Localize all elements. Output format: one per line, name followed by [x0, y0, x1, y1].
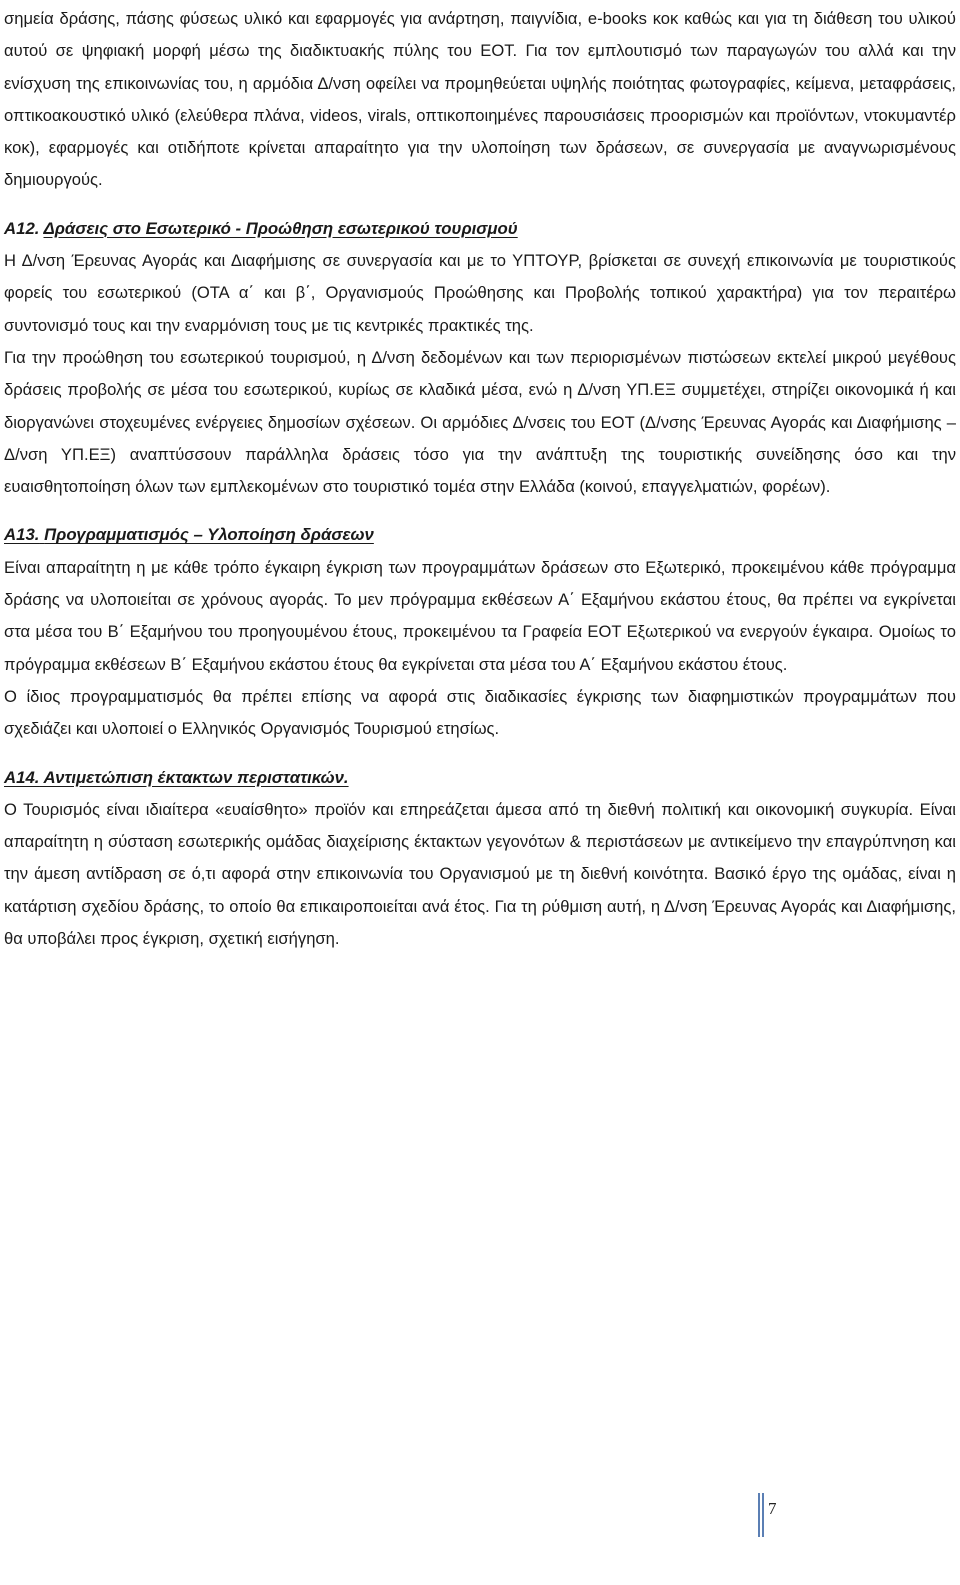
page-number: 7 — [768, 1499, 777, 1518]
section-spacer — [4, 746, 956, 762]
paragraph: Για την προώθηση του εσωτερικού τουρισμού, η Δ/νση δεδομένων και των περιορισμένων πιστώσεων εκτελεί μικρού μεγέθους δράσεις προβολής σε μέσα του εσωτερικού, κυρίως σε κλαδικά μέσα, ενώ η Δ/νση ΥΠ.ΕΞ συμμετέχει, στηρίζει οικονομικά ή και διοργανώνει στοχευμένες ενέργειες δημοσίων σχέσεων. Οι αρμόδιες Δ/νσεις του ΕΟΤ (Δ/νσης Έρευνας Αγοράς και Διαφήμισης – Δ/νση ΥΠ.ΕΞ) αναπτύσσουν παράλληλα δράσεις τόσο για την ανάπτυξη της τουριστικής συνείδησης όσο και την ευαισθητοποίηση όλων των εμπλεκομένων στο τουριστικό τομέα στην Ελλάδα (κοινού, επαγγελματιών, φορέων). — [4, 347, 956, 497]
section-number: Α12. — [4, 218, 40, 238]
section-a14 — [4, 762, 956, 956]
document-page — [4, 0, 956, 955]
section-title: Δράσεις στο Εσωτερικό - Προώθηση εσωτερικού τουρισμού — [43, 218, 518, 238]
section-a12 — [4, 213, 956, 504]
section-number: Α13. — [4, 525, 40, 545]
section-title: Προγραμματισμός – Υλοποίηση δράσεων — [44, 525, 374, 545]
section-number: Α14. — [4, 767, 40, 787]
section-a13 — [4, 519, 956, 745]
page-number-block — [758, 1493, 818, 1537]
section-a12-heading — [4, 213, 956, 245]
section-a14-heading — [4, 762, 956, 794]
section-spacer — [4, 503, 956, 519]
paragraph: Είναι απαραίτητη η με κάθε τρόπο έγκαιρη έγκριση των προγραμμάτων δράσεων στο Εξωτερικό, προκειμένου κάθε πρόγραμμα δράσης να υλοποιείται σε χρόνους αγοράς. Το μεν πρόγραμμα εκθέσεων Α΄ Εξαμήνου εκάστου έτους, θα πρέπει να εγκρίνεται στα μέσα του Β΄ Εξαμήνου του προηγουμένου έτους, προκειμένου τα Γραφεία ΕΟΤ Εξωτερικού να ενεργούν έγκαιρα. Ομοίως το πρόγραμμα εκθέσεων Β΄ Εξαμήνου εκάστου έτους θα εγκρίνεται στα μέσα του Α΄ Εξαμήνου εκάστου έτους. — [4, 557, 956, 674]
section-spacer — [4, 197, 956, 213]
page-number-bars-icon — [758, 1493, 764, 1537]
paragraph: Η Δ/νση Έρευνας Αγοράς και Διαφήμισης σε συνεργασία και με το ΥΠΤΟΥΡ, βρίσκεται σε συνεχή επικοινωνία με τουριστικούς φορείς του εσωτερικού (ΟΤΑ α΄ και β΄, Οργανισμούς Προώθησης και Προβολής τοπικού χαρακτήρα) για τον περαιτέρω συντονισμό τους και την εναρμόνιση τους με τις κεντρικές πρακτικές της. — [4, 251, 956, 335]
section-title: Αντιμετώπιση έκτακτων περιστατικών. — [43, 767, 349, 787]
paragraph: Ο ίδιος προγραμματισμός θα πρέπει επίσης να αφορά στις διαδικασίες έγκρισης των διαφημιστικών προγραμμάτων που σχεδιάζει και υλοποιεί ο Ελληνικός Οργανισμός Τουρισμού ετησίως. — [4, 686, 956, 739]
paragraph: Ο Τουρισμός είναι ιδιαίτερα «ευαίσθητο» προϊόν και επηρεάζεται άμεσα από τη διεθνή πολιτική και οικονομική συγκυρία. Είναι απαραίτητη η σύσταση εσωτερικής ομάδας διαχείρισης έκτακτων γεγονότων & περιστάσεων με αντικείμενο την επαγρύπνηση και την άμεση αντίδραση σε ό,τι αφορά στην επικοινωνία του Οργανισμού με τη διεθνή κοινότητα. Βασικό έργο της ομάδας, είναι η κατάρτιση σχεδίου δράσης, το οποίο θα επικαιροποιείται ανά έτος. Για τη ρύθμιση αυτή, η Δ/νση Έρευνας Αγοράς και Διαφήμισης, θα υποβάλει προς έγκριση, σχετική εισήγηση. — [4, 799, 956, 949]
intro-paragraph: σημεία δράσης, πάσης φύσεως υλικό και εφαρμογές για ανάρτηση, παιγνίδια, e-books κοκ καθώς και για τη διάθεση του υλικού αυτού σε ψηφιακή μορφή μέσω της διαδικτυακής πύλης του ΕΟΤ. Για τον εμπλουτισμό των παραγωγών του αλλά και την ενίσχυση της επικοινωνίας του, η αρμόδια Δ/νση οφείλει να προμηθεύεται υψηλής ποιότητας φωτογραφίες, κείμενα, μεταφράσεις, οπτικοακουστικό υλικό (ελεύθερα πλάνα, videos, virals, οπτικοποιημένες παρουσιάσεις προορισμών και προϊόντων, ντοκυμαντέρ κοκ), εφαρμογές και οτιδήποτε κρίνεται απαραίτητο για την υλοποίηση των δράσεων, σε συνεργασία με αναγνωρισμένους δημιουργούς. — [4, 9, 956, 190]
section-a13-heading — [4, 519, 956, 551]
